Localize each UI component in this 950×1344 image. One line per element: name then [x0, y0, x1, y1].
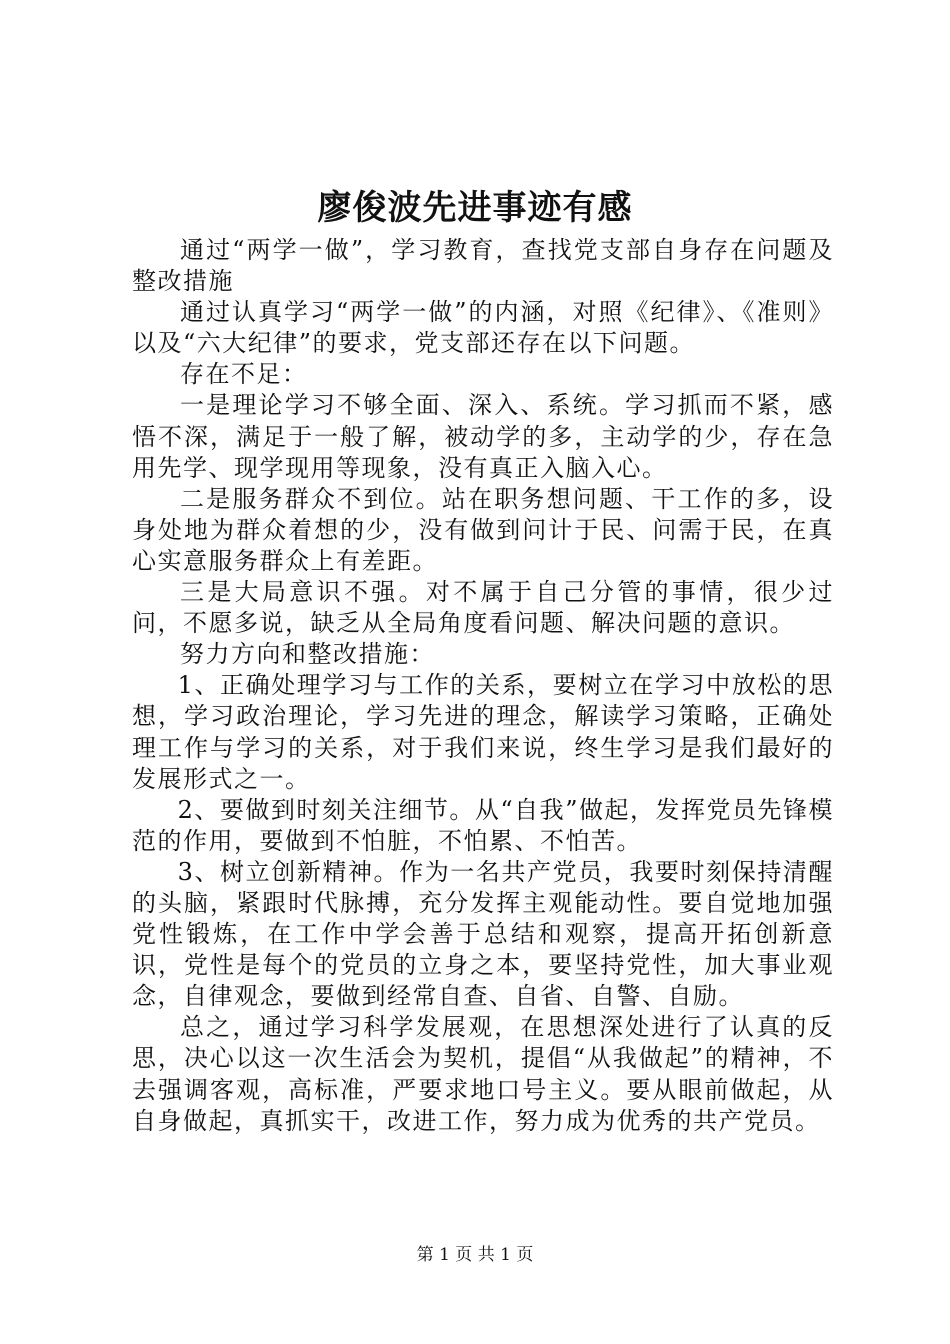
paragraph-measure-3: 3、树立创新精神。作为一名共产党员，我要时刻保持清醒的头脑，紧跟时代脉搏，充分发挥主观能动性。要自觉地加强党性锻炼，在工作中学会善于总结和观察，提高开拓创新意识，党性是每个的党员的立身之本，要坚持党性，加大事业观念，自律观念，要做到经常自查、自省、自警、自励。 — [132, 857, 834, 1011]
paragraph-measure-1: 1、正确处理学习与工作的关系，要树立在学习中放松的思想，学习政治理论，学习先进的理念，解读学习策略，正确处理工作与学习的关系，对于我们来说，终生学习是我们最好的发展形式之一。 — [132, 671, 834, 793]
paragraph-issue-1: 一是理论学习不够全面、深入、系统。学习抓而不紧，感悟不深，满足于一般了解，被动学的多，主动学的少，存在急用先学、现学现用等现象，没有真正入脑入心。 — [132, 391, 834, 482]
paragraph-issue-3: 三是大局意识不强。对不属于自己分管的事情，很少过问，不愿多说，缺乏从全局角度看问题、解决问题的意识。 — [132, 578, 834, 638]
paragraph-context: 通过认真学习“两学一做”的内涵，对照《纪律》、《准则》以及“六大纪律”的要求，党支部还存在以下问题。 — [132, 298, 834, 358]
document-body — [132, 235, 834, 1137]
paragraph-shortcomings-heading: 存在不足： — [180, 360, 308, 389]
page-number-footer: 第 1 页 共 1 页 — [416, 1245, 534, 1265]
document-title: 廖俊波先进事迹有感 — [317, 188, 633, 228]
paragraph-conclusion: 总之，通过学习科学发展观，在思想深处进行了认真的反思，决心以这一次生活会为契机，提倡“从我做起”的精神，不去强调客观，高标准，严要求地口号主义。要从眼前做起，从自身做起，真抓实干，改进工作，努力成为优秀的共产党员。 — [132, 1013, 834, 1135]
paragraph-measure-2: 2、要做到时刻关注细节。从“自我”做起，发挥党员先锋模范的作用，要做到不怕脏，不怕累、不怕苦。 — [132, 795, 834, 855]
paragraph-measures-heading: 努力方向和整改措施： — [180, 640, 435, 669]
paragraph-issue-2: 二是服务群众不到位。站在职务想问题、干工作的多，设身处地为群众着想的少，没有做到问计于民、问需于民，在真心实意服务群众上有差距。 — [132, 484, 834, 575]
paragraph-intro: 通过“两学一做”，学习教育，查找党支部自身存在问题及整改措施 — [132, 236, 834, 296]
